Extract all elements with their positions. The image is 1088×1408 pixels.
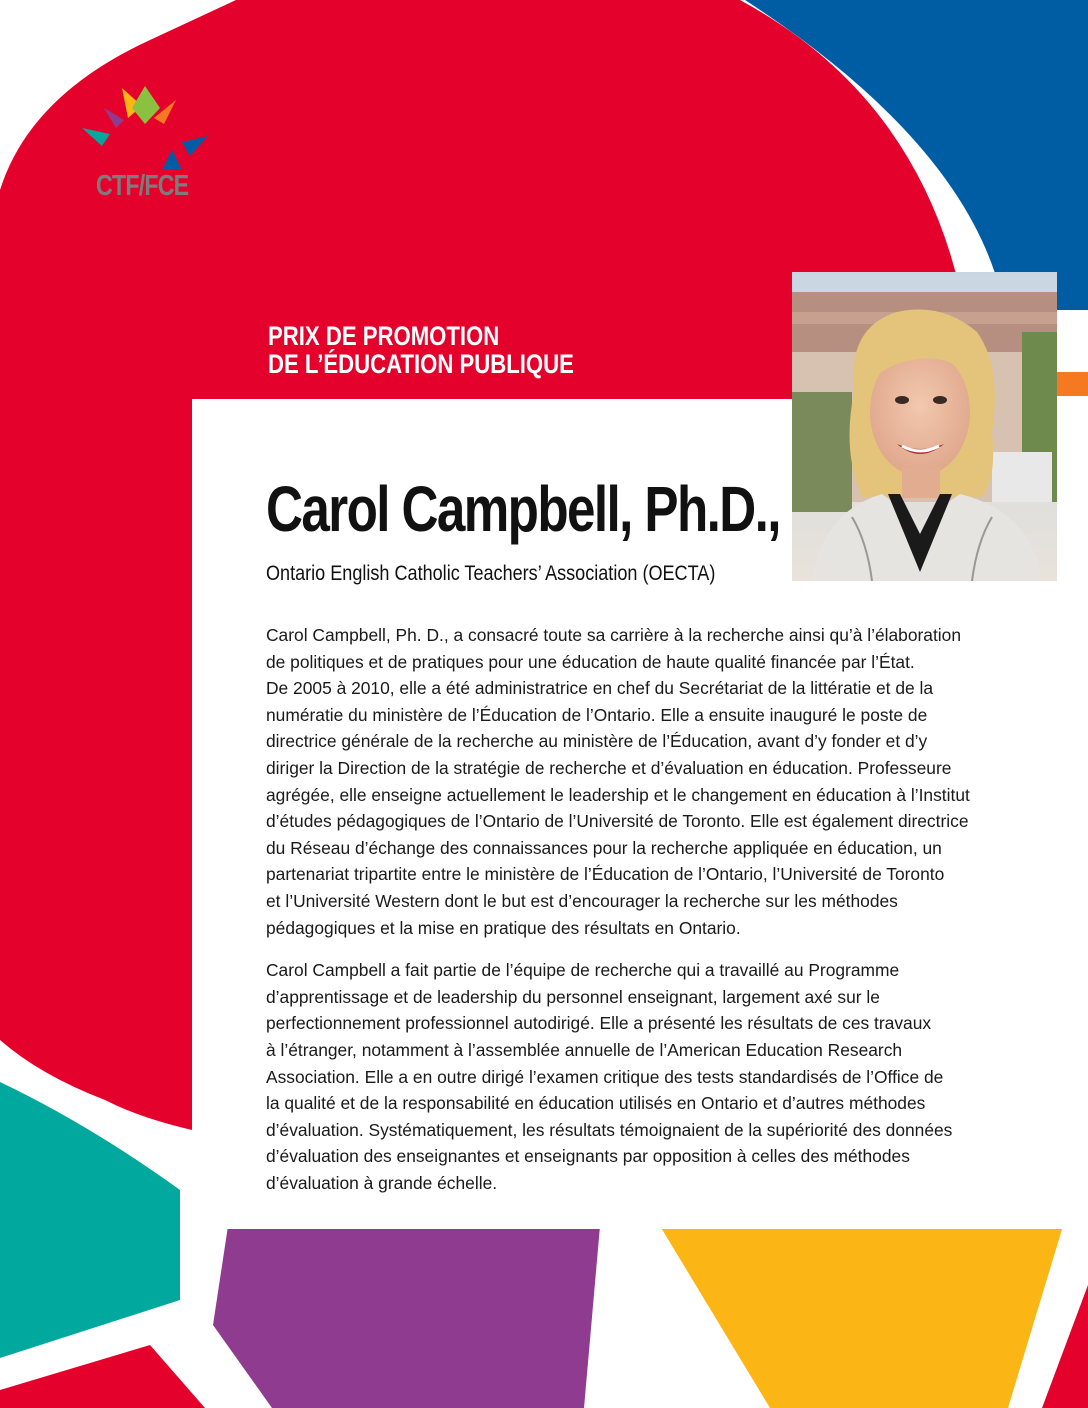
bio-line: Association. Elle a en outre dirigé l’examen critique des tests standardisés de l’Office de bbox=[266, 1066, 944, 1087]
award-title-line: DE L’ÉDUCATION PUBLIQUE bbox=[268, 349, 574, 379]
portrait-photo bbox=[792, 272, 1057, 581]
bio-line: Carol Campbell, Ph. D., a consacré toute sa carrière à la recherche ainsi qu’à l’élaboration bbox=[266, 625, 962, 645]
orange-tab bbox=[1057, 372, 1088, 396]
red-shape-bottom-left bbox=[0, 1345, 205, 1408]
red-shape-bottom-right bbox=[1042, 1285, 1088, 1408]
bio-line: De 2005 à 2010, elle a été administratrice en chef du Secrétariat de la littératie et de la bbox=[266, 678, 934, 699]
bio-line: du Réseau d’échange des connaissances pour la recherche appliquée en éducation, un bbox=[266, 837, 942, 858]
yellow-shape bbox=[660, 1226, 1063, 1408]
bio-paragraph-2 bbox=[266, 957, 1006, 1196]
biography bbox=[266, 622, 1006, 1212]
bio-line: à l’étranger, notamment à l’assemblée annuelle de l’American Education Research bbox=[266, 1039, 903, 1060]
bio-line: diriger la Direction de la stratégie de recherche et d’évaluation en éducation. Professeure bbox=[266, 757, 952, 778]
bio-line: directrice générale de la recherche au ministère de l’Éducation, avant d’y fonder et d’y bbox=[266, 731, 928, 752]
bio-line: partenariat tripartite entre le ministère de l’Éducation de l’Ontario, l’Université de Toronto bbox=[266, 864, 945, 885]
bio-line: pédagogiques et la mise en pratique des résultats en Ontario. bbox=[266, 917, 741, 938]
bio-paragraph-1 bbox=[266, 622, 1006, 941]
blue-strip bbox=[1057, 290, 1088, 310]
bio-line: agrégée, elle enseigne actuellement le leadership et le changement en éducation à l’Institut bbox=[266, 784, 970, 805]
logo-wordmark: CTF/FCE bbox=[96, 170, 189, 202]
teal-shape bbox=[0, 1082, 180, 1358]
bio-line: d’évaluation à grande échelle. bbox=[266, 1172, 498, 1193]
recipient-organization: Ontario English Catholic Teachers’ Association (OECTA) bbox=[266, 562, 716, 585]
award-title-line: PRIX DE PROMOTION bbox=[268, 321, 500, 351]
recipient-name: Carol Campbell, Ph.D., bbox=[266, 473, 780, 545]
bio-line: d’apprentissage et de leadership du personnel enseignant, largement axé sur le bbox=[266, 986, 880, 1007]
bio-line: Carol Campbell a fait partie de l’équipe de recherche qui a travaillé au Programme bbox=[266, 960, 900, 981]
bio-line: de politiques et de pratiques pour une éducation de haute qualité financée par l’État. bbox=[266, 651, 915, 672]
bio-line: d’études pédagogiques de l’Ontario de l’Université de Toronto. Elle est également directrice bbox=[266, 811, 969, 832]
purple-shape bbox=[213, 1226, 600, 1408]
bio-line: numératie du ministère de l’Éducation de l’Ontario. Elle a ensuite inauguré le poste de bbox=[266, 704, 928, 725]
bio-line: la qualité et de la responsabilité en éducation utilisés en Ontario et d’autres méthodes bbox=[266, 1093, 926, 1114]
award-title bbox=[268, 322, 612, 378]
bio-line: et l’Université Western dont le but est d’encourager la recherche sur les méthodes bbox=[266, 890, 898, 911]
bio-line: d’évaluation des enseignantes et enseignants par opposition à celles des méthodes bbox=[266, 1146, 910, 1167]
bio-line: perfectionnement professionnel autodirigé. Elle a présenté les résultats de ces travaux bbox=[266, 1013, 932, 1034]
bio-line: d’évaluation. Systématiquement, les résultats témoignaient de la supériorité des données bbox=[266, 1119, 953, 1140]
